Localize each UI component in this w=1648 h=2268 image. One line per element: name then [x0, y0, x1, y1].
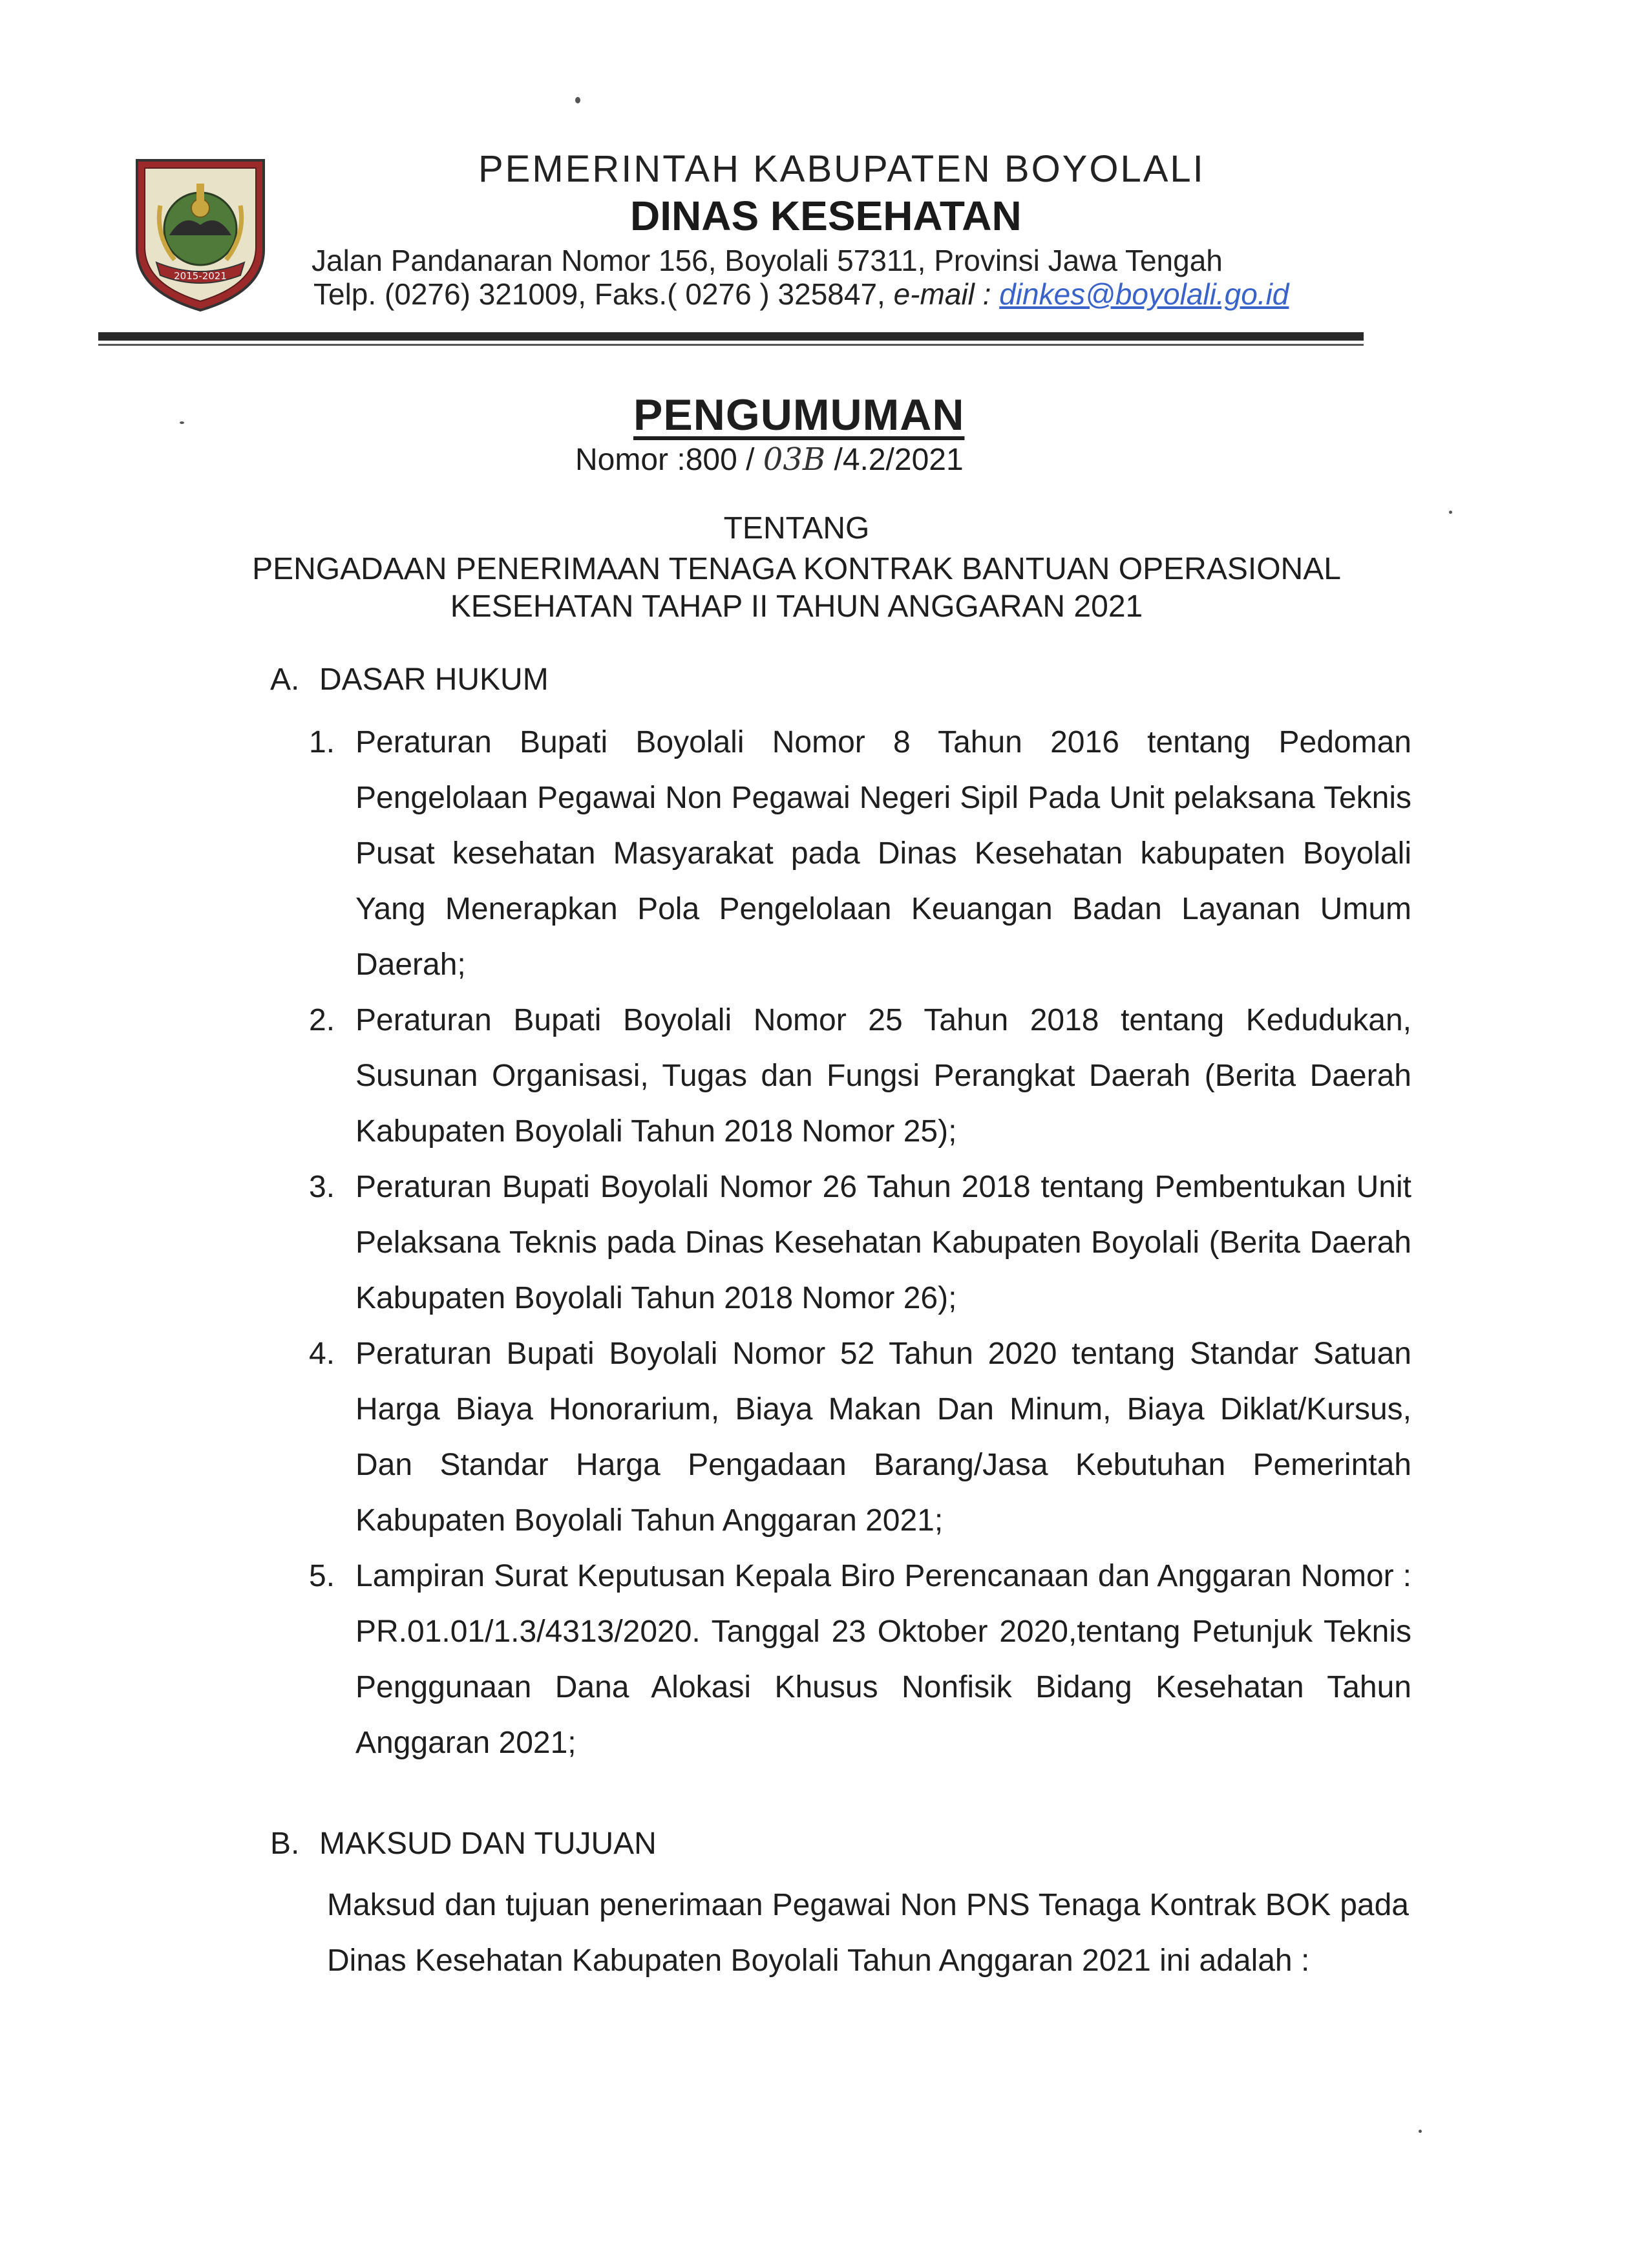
section-a-title: DASAR HUKUM	[319, 662, 549, 697]
item-text: Peraturan Bupati Boyolali Nomor 26 Tahun 2018 tentang Pembentukan Unit Pelaksana Teknis pada Dinas Kesehatan Kabupaten Boyolali (Berita Daerah Kabupaten Boyolali Tahun 2018 Nomor 26);	[355, 1170, 1411, 1315]
department-name: DINAS KESEHATAN	[630, 193, 1022, 239]
purpose-paragraph: Maksud dan tujuan penerimaan Pegawai Non PNS Tenaga Kontrak BOK pada Dinas Kesehatan Kabupaten Boyolali Tahun Anggaran 2021 ini adalah :	[327, 1888, 1409, 1978]
letterhead-rule-thin	[98, 344, 1364, 346]
office-address: Jalan Pandanaran Nomor 156, Boyolali 57311, Provinsi Jawa Tengah	[312, 244, 1223, 277]
scan-speck	[575, 97, 580, 103]
section-b-title: MAKSUD DAN TUJUAN	[319, 1827, 657, 1861]
list-item	[300, 1160, 1411, 1326]
government-name: PEMERINTAH KABUPATEN BOYOLALI	[478, 148, 1205, 190]
scan-speck	[1449, 511, 1452, 514]
item-text: Lampiran Surat Keputusan Kepala Biro Perencanaan dan Anggaran Nomor : PR.01.01/1.3/4313/2020. Tanggal 23 Oktober 2020,tentang Petunjuk Teknis Penggunaan Dana Alokasi Khusus Nonfisik Bidang Kesehatan Tahun Anggaran 2021;	[355, 1559, 1411, 1760]
email-label: e-mail :	[893, 277, 1000, 311]
item-number: 3.	[309, 1170, 335, 1204]
number-handwritten: 03B	[763, 441, 826, 478]
section-a-heading	[270, 662, 549, 697]
item-number: 5.	[309, 1559, 335, 1593]
scan-speck	[180, 421, 184, 424]
item-text: Peraturan Bupati Boyolali Nomor 52 Tahun 2020 tentang Standar Satuan Harga Biaya Honorarium, Biaya Makan Dan Minum, Biaya Diklat/Kursus, Dan Standar Harga Pengadaan Barang/Jasa Kebutuhan Pemerintah Kabupaten Boyolali Tahun Anggaran 2021;	[355, 1337, 1411, 1538]
letterhead-rule-thick	[98, 332, 1364, 341]
section-a-letter: A.	[270, 662, 300, 697]
about-label: TENTANG	[723, 511, 870, 546]
item-number: 1.	[309, 725, 335, 759]
number-suffix: /4.2/2021	[825, 443, 964, 477]
item-text: Peraturan Bupati Boyolali Nomor 25 Tahun 2018 tentang Kedudukan, Susunan Organisasi, Tugas dan Fungsi Perangkat Daerah (Berita Daerah Kabupaten Boyolali Tahun 2018 Nomor 25);	[355, 1003, 1411, 1149]
number-prefix: Nomor :800 /	[575, 443, 763, 477]
emblem-banner-text: 2015-2021	[174, 270, 227, 282]
section-b-heading	[270, 1826, 657, 1861]
list-item	[300, 715, 1411, 993]
subject-line-2: KESEHATAN TAHAP II TAHUN ANGGARAN 2021	[450, 589, 1143, 624]
subject-line-1: PENGADAAN PENERIMAAN TENAGA KONTRAK BANTUAN OPERASIONAL	[252, 552, 1341, 586]
announcement-subject	[0, 551, 1593, 626]
scan-speck	[1419, 2130, 1422, 2133]
list-item	[300, 1549, 1411, 1771]
item-number: 2.	[309, 1003, 335, 1037]
boyolali-emblem-logo	[129, 153, 271, 314]
email-link[interactable]: dinkes@boyolali.go.id	[999, 277, 1289, 311]
list-item	[300, 1326, 1411, 1549]
item-number: 4.	[309, 1337, 335, 1371]
list-item	[300, 993, 1411, 1160]
legal-basis-list	[300, 715, 1411, 1771]
phone-fax-text: Telp. (0276) 321009, Faks.( 0276 ) 325847,	[313, 277, 894, 311]
contact-line	[313, 277, 1289, 312]
item-text: Peraturan Bupati Boyolali Nomor 8 Tahun 2016 tentang Pedoman Pengelolaan Pegawai Non Pegawai Negeri Sipil Pada Unit pelaksana Teknis Pusat kesehatan Masyarakat pada Dinas Kesehatan kabupaten Boyolali Yang Menerapkan Pola Pengelolaan Keuangan Badan Layanan Umum Daerah;	[355, 725, 1411, 982]
announcement-number	[575, 441, 964, 478]
announcement-title: PENGUMUMAN	[633, 390, 965, 440]
section-b-letter: B.	[270, 1827, 300, 1861]
